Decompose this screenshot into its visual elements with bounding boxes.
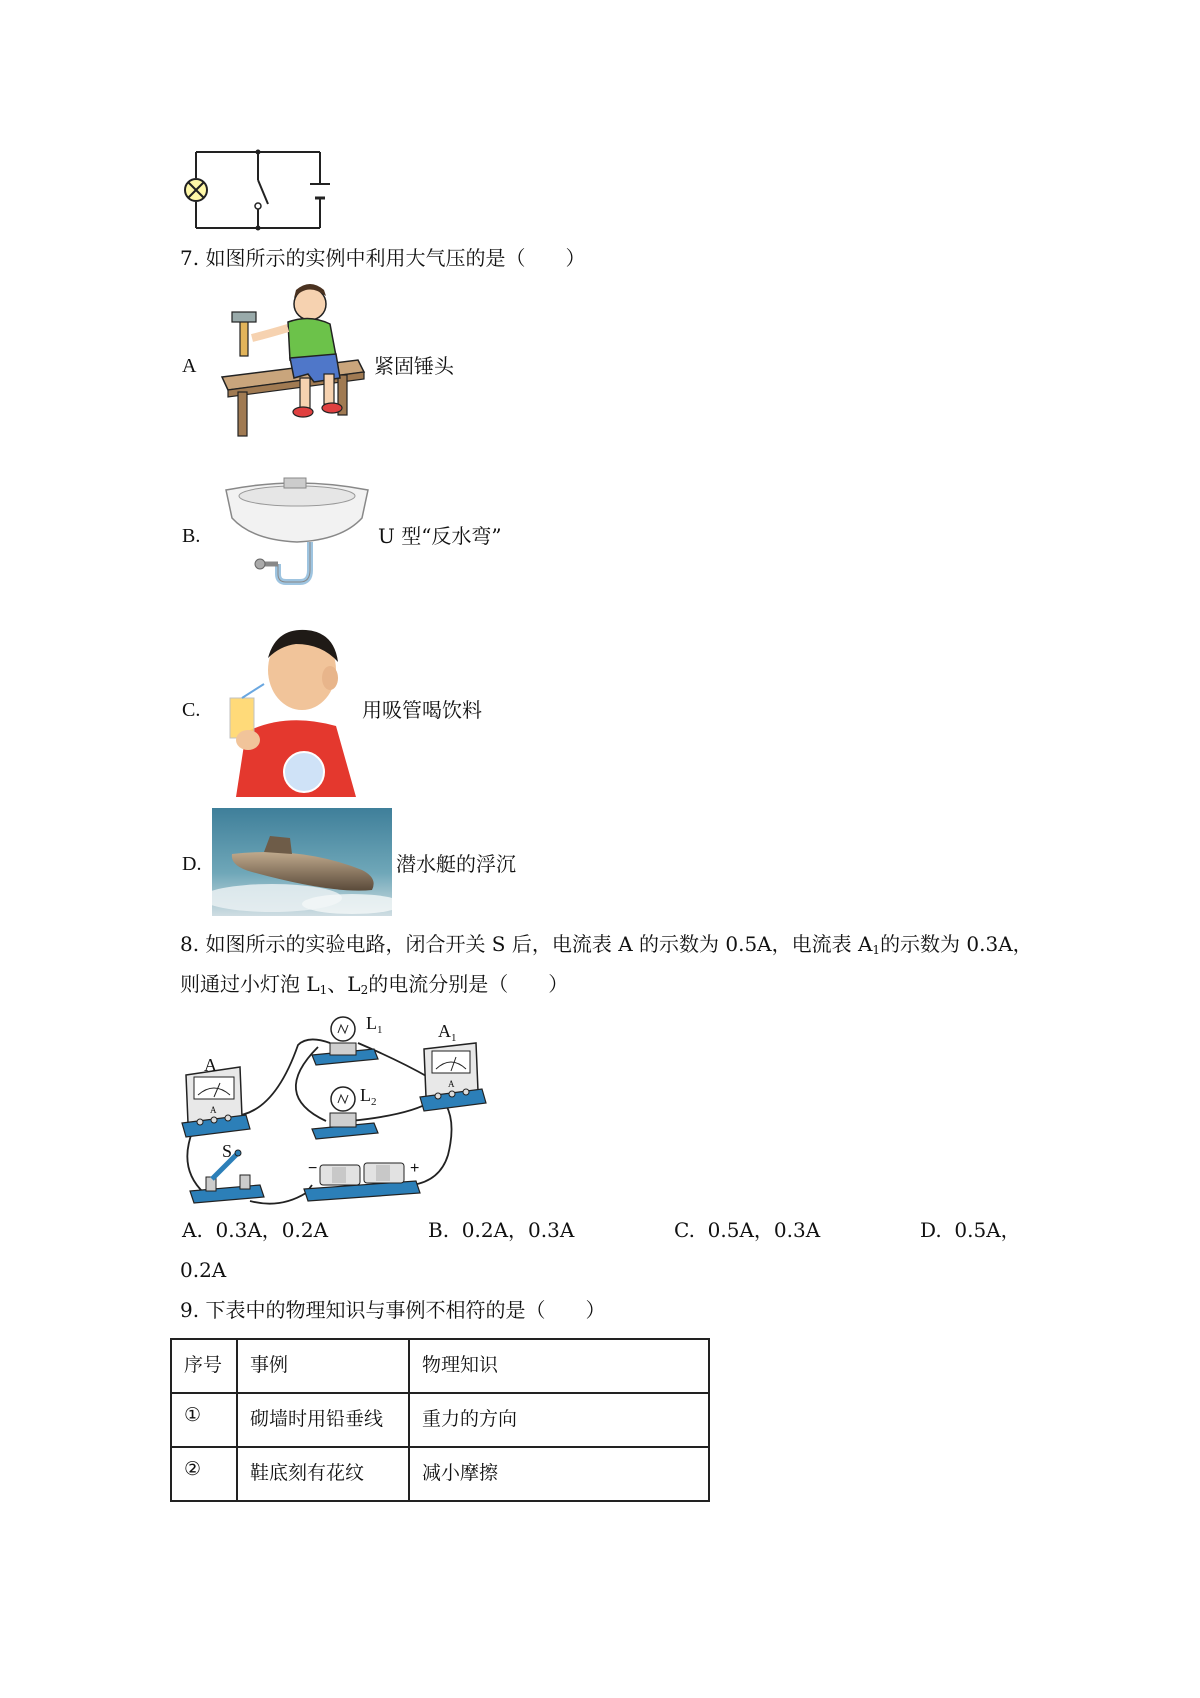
- q7-option-a-letter: A: [182, 355, 197, 377]
- table-cell: ②: [171, 1447, 237, 1501]
- q8-option-b: B. 0.2A，0.3A: [428, 1218, 575, 1242]
- q8-option-d: D. 0.5A，: [920, 1218, 1021, 1242]
- parallel-circuit-diagram: [180, 1005, 500, 1215]
- ammeter-a-label: A: [204, 1055, 217, 1075]
- battery-plus-label: +: [410, 1160, 420, 1177]
- q7-option-c-letter: C.: [182, 699, 201, 721]
- battery-minus-label: −: [308, 1160, 318, 1177]
- ammeter-a: [182, 1067, 250, 1137]
- q7-option-d-text: 潜水艇的浮沉: [396, 852, 516, 876]
- ammeter-a1-label: $A_1$: [438, 1021, 457, 1044]
- q9-stem: 9. 下表中的物理知识与事例不相符的是（ ）: [180, 1298, 606, 1322]
- ammeter-a-dial-label: A: [210, 1105, 217, 1115]
- ammeter-a1-dial-label: A: [448, 1079, 455, 1089]
- table-header-cell: 事例: [237, 1339, 409, 1393]
- table-header-cell: 序号: [171, 1339, 237, 1393]
- table-cell: ①: [171, 1393, 237, 1447]
- q8-stem-line1: 8. 如图所示的实验电路，闭合开关 S 后，电流表 A 的示数为 0.5A，电流表 $A_1$的示数为 0.3A，: [180, 932, 1033, 957]
- table-row: [171, 1447, 709, 1501]
- table-header-row: [171, 1339, 709, 1393]
- q7-option-a-text: 紧固锤头: [374, 354, 454, 378]
- q7-option-d-letter: D.: [182, 853, 202, 875]
- q7-option-b-letter: B.: [182, 525, 201, 547]
- q7-option-b-text: U 型“反水弯”: [378, 524, 502, 548]
- q7-option-c-text: 用吸管喝饮料: [362, 698, 482, 722]
- hammer-boy-image: [218, 282, 368, 442]
- ammeter-a1: [420, 1043, 486, 1111]
- switch-label: S: [222, 1141, 233, 1161]
- table-row: [171, 1393, 709, 1447]
- table-cell: 砌墙时用铅垂线: [237, 1393, 409, 1447]
- q9-table: [170, 1338, 710, 1502]
- table-cell: 重力的方向: [409, 1393, 709, 1447]
- q7-stem: 7. 如图所示的实例中利用大气压的是（ ）: [180, 246, 586, 270]
- table-cell: 减小摩擦: [409, 1447, 709, 1501]
- q8-option-c: C. 0.5A，0.3A: [674, 1218, 821, 1242]
- bulb-l1-label: $L_1$: [366, 1013, 383, 1036]
- table-header-cell: 物理知识: [409, 1339, 709, 1393]
- q8-option-a: A. 0.3A，0.2A: [182, 1218, 329, 1242]
- submarine-image: [212, 808, 392, 916]
- battery: [304, 1163, 420, 1201]
- series-circuit-diagram: [180, 140, 340, 235]
- washbasin-trap-image: [222, 470, 372, 600]
- table-cell: 鞋底刻有花纹: [237, 1447, 409, 1501]
- q8-stem-line2: 则通过小灯泡 $L_1$、$L_2$的电流分别是（ ）: [180, 972, 569, 997]
- boy-drinking-straw-image: [226, 622, 356, 797]
- q8-option-d-wrap: 0.2A: [180, 1258, 227, 1282]
- bulb-l2-label: $L_2$: [360, 1085, 377, 1108]
